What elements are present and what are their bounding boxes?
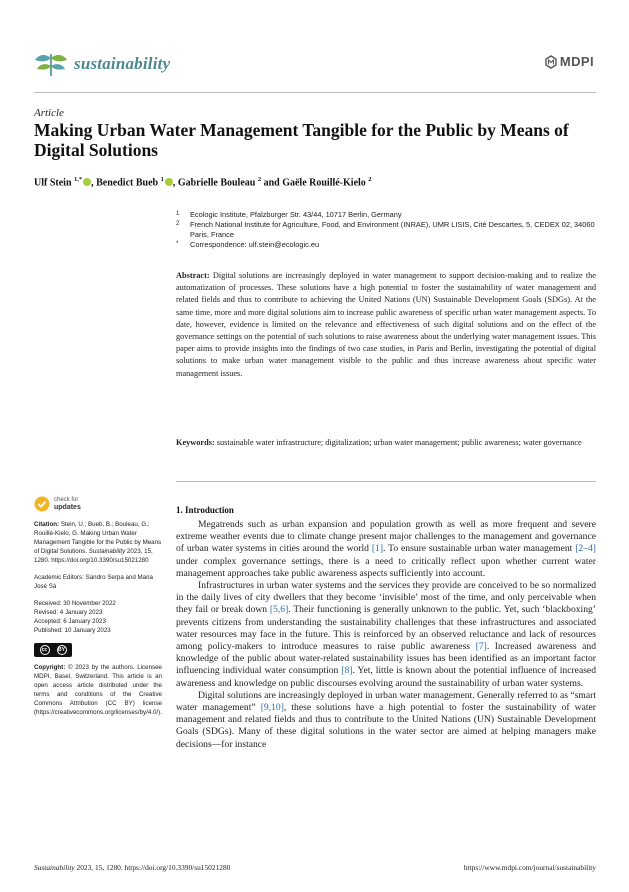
leaf-logo-icon xyxy=(34,50,68,78)
article-title: Making Urban Water Management Tangible for the Public by Means of Digital Solutions xyxy=(34,120,569,160)
footer-journal-url[interactable]: https://www.mdpi.com/journal/sustainability xyxy=(463,863,596,872)
publisher-logo[interactable] xyxy=(545,54,594,69)
affiliations xyxy=(176,210,596,250)
affiliation-text: Ecologic Institute, Pfalzburger Str. 43/44, 10717 Berlin, Germany xyxy=(190,210,402,219)
page-header xyxy=(34,48,596,88)
reference-link[interactable]: [5,6] xyxy=(269,604,289,616)
citation-doi[interactable]: 2023, 15, 1280. https://doi.org/10.3390/su15021280 xyxy=(34,548,153,564)
section-heading: 1. Introduction xyxy=(176,505,234,515)
copyright-text: © 2023 by the authors. Licensee MDPI, Basel, Switzerland. This article is an open access article distributed under the terms and conditions of the Creative Commons Attribution (CC BY) license (https://creativecommons.org/licenses/by/4.0/). xyxy=(34,664,162,716)
author-list: Ulf Stein $^{1,*}$ , Benedict Bueb $^1$ , Gabrielle Bouleau $^2$ and Gaële Rouillé-Kielo $^2$ xyxy=(34,176,372,189)
abstract xyxy=(176,270,596,380)
orcid-icon[interactable] xyxy=(165,178,173,186)
copyright-notice xyxy=(34,663,162,717)
citation-block xyxy=(34,520,162,565)
footer-journal: Sustainability xyxy=(34,863,75,872)
author-affiliation-marker: 1,* xyxy=(74,176,83,183)
author-affiliation-marker: 2 xyxy=(368,176,372,183)
paragraph-text: . Their functioning is generally unknown to the public. Yet, such ‘blackboxing’ prevents citizens from understanding the sustainability challenges that these infrastructures and associated water resources may face in the future. This is reinforced by an observed reluctance and lack of resources among policy-makers to introduce measures to raise public awareness xyxy=(176,604,596,653)
copyright-label: Copyright: xyxy=(34,664,66,671)
affiliation-item xyxy=(176,220,596,240)
paragraph-text: , these solutions have a high potential to foster the sustainability of water management and related fields and thus to contribute to the United Nations (UN) Sustainable Development Goals (SDGs). Many of these digital solutions in the water sector are aimed at helping managers make decisions—for instance xyxy=(176,702,596,750)
publication-dates xyxy=(34,599,162,635)
header-divider xyxy=(34,92,596,93)
reference-link[interactable]: [9,10] xyxy=(260,702,284,714)
paragraph xyxy=(176,690,596,751)
reference-link[interactable]: [1] xyxy=(371,543,384,555)
paragraph-text: Infrastructures in urban water systems and the services they provide are conceived to be so normalized in the daily lives of city dwellers that they become ‘invisible’ most of the time, and only perceivable when they fail or break down xyxy=(176,580,596,616)
citation-label: Citation: xyxy=(34,521,60,528)
paragraph-text: Megatrends such as urban expansion and population growth as well as more frequent and severe extreme weather events due to climate change present major challenges to the management and governance of urban water systems in cities around the world xyxy=(176,519,596,555)
updates-small-text: check for xyxy=(54,497,79,503)
abstract-label: Abstract: xyxy=(176,271,210,280)
footer-doi[interactable]: 2023, 15, 1280. https://doi.org/10.3390/su15021280 xyxy=(74,863,231,872)
published-date: Published: 10 January 2023 xyxy=(34,627,111,634)
abstract-text: Digital solutions are increasingly deployed in water management to support decision-making and to realize the automatization of processes. These solutions have a high potential to foster the sustainability of water management and related fields and thus to contribute to achieving the United Nations (UN) Sustainable Development Goals (SDGs). At the same time, more and more digital solutions aim to increase public awareness of specific urban water management aspects. To date, however, evidence is limited on the relevance and effectiveness of such digital solutions and on the effect of the governance settings on the potential of such solutions to raise awareness about the underlying water management issues. This paper aims to provide insights into the findings of two case studies, in Paris and Berlin, investigating the potential of digital solutions to make urban water management visible to the public and thus increase awareness about specific water management issues. xyxy=(176,271,596,378)
paragraph-text: . Increased awareness and knowledge of the public about water-related sustainability issues has been identified as an important factor influencing individual water consumption xyxy=(176,641,596,677)
cc-icon: cc xyxy=(40,645,50,655)
footer-citation xyxy=(34,863,230,872)
paragraph xyxy=(176,580,596,690)
affiliation-number: 2 xyxy=(176,221,180,227)
author-affiliation-marker: 1 xyxy=(160,176,164,183)
paragraph-text: Digital solutions are increasingly deployed in urban water management. Generally referred to as “smart water management” xyxy=(176,689,596,714)
mdpi-hexagon-icon xyxy=(545,55,557,69)
section-divider xyxy=(176,481,596,482)
author-name[interactable]: Ulf Stein xyxy=(34,177,72,189)
reference-link[interactable]: [7] xyxy=(475,641,487,653)
revised-date: Revised: 4 January 2023 xyxy=(34,609,103,616)
paragraph-text: under complex governance settings, there is a need to critically reflect upon whether current water management approaches take public awareness aspects sufficiently into account. xyxy=(176,555,596,579)
journal-name: sustainability xyxy=(74,54,171,73)
article-type: Article xyxy=(34,107,64,119)
keywords-label: Keywords: xyxy=(176,438,215,447)
body-text xyxy=(176,519,596,751)
article-sidebar xyxy=(34,496,162,725)
by-icon: BY xyxy=(57,645,67,655)
keywords xyxy=(176,437,596,449)
author-name[interactable]: Benedict Bueb xyxy=(96,177,159,189)
reference-link[interactable]: [2–4] xyxy=(575,543,596,555)
updates-big-text: updates xyxy=(54,504,81,511)
reference-link[interactable]: [8] xyxy=(341,665,353,677)
affiliation-item xyxy=(176,210,596,220)
affiliation-number: 1 xyxy=(176,211,180,217)
publisher-name: MDPI xyxy=(559,54,594,69)
academic-editors: Academic Editors: Sandro Serpa and Maria José Sá xyxy=(34,574,153,590)
cc-by-license-badge[interactable] xyxy=(34,643,162,657)
affiliation-item xyxy=(176,240,596,250)
author-affiliation-marker: 2 xyxy=(257,176,262,183)
paragraph xyxy=(176,519,596,580)
affiliation-number: * xyxy=(176,241,179,247)
author-name[interactable]: Gaële Rouillé-Kielo xyxy=(282,177,366,189)
paragraph-text: . Yet, little is known about the potential influence of increased awareness and knowledge on public discourses evolving around the sustainability of urban water systems. xyxy=(176,665,596,689)
affiliation-text: French National Institute for Agriculture, Food, and Environment (INRAE), UMR LISIS, Cité Descartes, 5, CEDEX 02, 34060 Paris, France xyxy=(190,220,595,239)
keywords-text: sustainable water infrastructure; digitalization; urban water management; public awareness; water governance xyxy=(216,438,582,447)
orcid-icon[interactable] xyxy=(83,178,91,186)
received-date: Received: 30 November 2022 xyxy=(34,600,116,607)
citation-text: Stein, U.; Bueb, B.; Bouleau, G.; Rouillé-Kielo, G. Making Urban Water Management Tangible for the Public by Means of Digital Solutions. xyxy=(34,521,162,555)
citation-journal: Sustainability xyxy=(88,548,126,555)
accepted-date: Accepted: 6 January 2023 xyxy=(34,618,106,625)
correspondence-text[interactable]: Correspondence: ulf.stein@ecologic.eu xyxy=(190,240,320,249)
check-for-updates-button[interactable] xyxy=(34,496,162,512)
author-name[interactable]: Gabrielle Bouleau xyxy=(177,177,256,189)
journal-logo[interactable] xyxy=(34,50,170,78)
paragraph-text: . To ensure sustainable urban water management xyxy=(383,543,576,555)
check-for-updates-icon xyxy=(34,496,50,512)
